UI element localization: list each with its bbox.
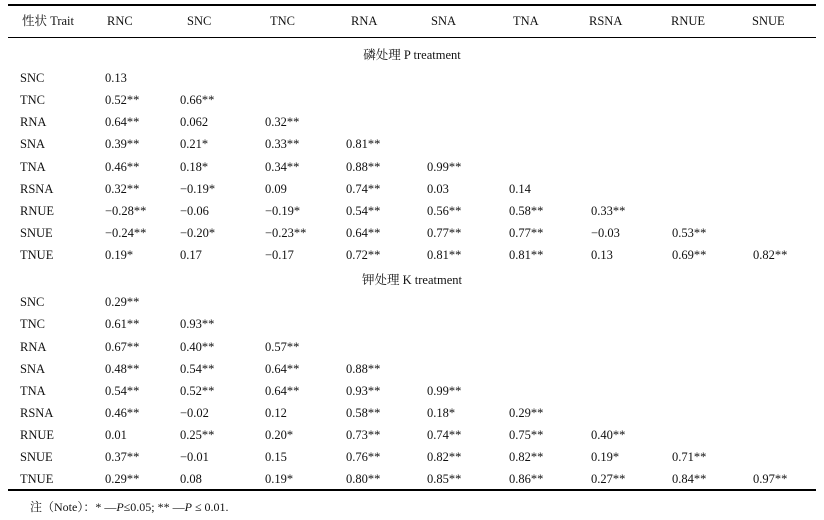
- table-cell: 0.81**: [509, 248, 544, 262]
- column-header: TNC: [270, 14, 295, 28]
- table-cell: 0.19*: [265, 472, 294, 486]
- table-cell: 0.09: [265, 182, 287, 196]
- table-cell: 0.58**: [509, 204, 544, 218]
- table-cell: 0.20*: [265, 428, 294, 442]
- table-cell: 0.88**: [346, 362, 381, 376]
- table-cell: −0.19*: [180, 182, 216, 196]
- table-cell: −0.20*: [180, 226, 216, 240]
- column-header: RSNA: [589, 14, 623, 28]
- table-cell: 0.88**: [346, 160, 381, 174]
- row-label: RNA: [20, 115, 47, 129]
- table-cell: 0.74**: [427, 428, 462, 442]
- table-cell: 0.73**: [346, 428, 381, 442]
- section-title: 钾处理 K treatment: [362, 273, 462, 287]
- table-cell: 0.52**: [105, 93, 140, 107]
- table-cell: 0.46**: [105, 406, 140, 420]
- table-cell: 0.69**: [672, 248, 707, 262]
- table-cell: 0.72**: [346, 248, 381, 262]
- table-cell: 0.18*: [427, 406, 456, 420]
- table-cell: 0.39**: [105, 137, 140, 151]
- column-header: RNUE: [671, 14, 706, 28]
- section-title: 磷处理 P treatment: [363, 48, 461, 62]
- table-cell: 0.58**: [346, 406, 381, 420]
- table-cell: 0.93**: [180, 317, 215, 331]
- table-cell: 0.53**: [672, 226, 707, 240]
- table-cell: 0.21*: [180, 137, 209, 151]
- row-label: RNUE: [20, 204, 55, 218]
- table-cell: 0.81**: [346, 137, 381, 151]
- table-top-rule: [8, 4, 816, 6]
- table-cell: 0.32**: [105, 182, 140, 196]
- table-cell: 0.14: [509, 182, 531, 196]
- row-label: SNA: [20, 362, 46, 376]
- table-cell: 0.33**: [591, 204, 626, 218]
- table-cell: 0.27**: [591, 472, 626, 486]
- table-cell: −0.28**: [105, 204, 147, 218]
- table-cell: 0.99**: [427, 160, 462, 174]
- table-cell: 0.56**: [427, 204, 462, 218]
- table-note: 注（Note）：* —P≤0.05; ** —P ≤ 0.01.: [30, 500, 229, 514]
- table-cell: 0.93**: [346, 384, 381, 398]
- row-label: TNC: [20, 317, 45, 331]
- table-cell: 0.66**: [180, 93, 215, 107]
- table-cell: 0.52**: [180, 384, 215, 398]
- row-label: RSNA: [20, 182, 54, 196]
- column-header: 性状 Trait: [22, 14, 74, 28]
- table-cell: 0.77**: [509, 226, 544, 240]
- table-cell: −0.01: [180, 450, 209, 464]
- row-label: RSNA: [20, 406, 54, 420]
- table-cell: 0.37**: [105, 450, 140, 464]
- table-cell: 0.64**: [265, 362, 300, 376]
- table-cell: −0.23**: [265, 226, 307, 240]
- row-label: SNUE: [20, 226, 53, 240]
- table-cell: 0.33**: [265, 137, 300, 151]
- table-cell: 0.85**: [427, 472, 462, 486]
- table-cell: 0.08: [180, 472, 202, 486]
- table-cell: 0.40**: [180, 340, 215, 354]
- table-cell: 0.67**: [105, 340, 140, 354]
- table-cell: 0.99**: [427, 384, 462, 398]
- table-cell: 0.29**: [105, 472, 140, 486]
- table-cell: 0.64**: [346, 226, 381, 240]
- header-rule: [8, 37, 816, 38]
- row-label: TNA: [20, 160, 46, 174]
- column-header: TNA: [513, 14, 539, 28]
- row-label: RNA: [20, 340, 47, 354]
- table-cell: −0.02: [180, 406, 209, 420]
- table-cell: 0.12: [265, 406, 287, 420]
- table-cell: 0.01: [105, 428, 127, 442]
- column-header: SNC: [187, 14, 212, 28]
- table-cell: 0.64**: [105, 115, 140, 129]
- table-cell: 0.062: [180, 115, 209, 129]
- table-cell: 0.34**: [265, 160, 300, 174]
- table-cell: 0.29**: [509, 406, 544, 420]
- table-cell: 0.54**: [346, 204, 381, 218]
- column-header: SNUE: [752, 14, 785, 28]
- table-cell: 0.82**: [427, 450, 462, 464]
- table-cell: 0.81**: [427, 248, 462, 262]
- row-label: TNUE: [20, 472, 54, 486]
- row-label: TNA: [20, 384, 46, 398]
- row-label: SNA: [20, 137, 46, 151]
- table-cell: 0.03: [427, 182, 449, 196]
- table-cell: −0.17: [265, 248, 294, 262]
- table-cell: −0.03: [591, 226, 620, 240]
- table-cell: 0.57**: [265, 340, 300, 354]
- table-cell: 0.13: [105, 71, 127, 85]
- table-cell: 0.17: [180, 248, 202, 262]
- table-cell: 0.82**: [509, 450, 544, 464]
- table-cell: 0.13: [591, 248, 613, 262]
- table-cell: 0.25**: [180, 428, 215, 442]
- table-cell: 0.82**: [753, 248, 788, 262]
- table-cell: 0.29**: [105, 295, 140, 309]
- column-header: RNA: [351, 14, 378, 28]
- row-label: SNC: [20, 295, 45, 309]
- table-cell: 0.74**: [346, 182, 381, 196]
- row-label: RNUE: [20, 428, 55, 442]
- table-cell: 0.61**: [105, 317, 140, 331]
- table-cell: 0.80**: [346, 472, 381, 486]
- table-cell: 0.64**: [265, 384, 300, 398]
- table-cell: 0.19*: [591, 450, 620, 464]
- table-cell: 0.54**: [105, 384, 140, 398]
- table-cell: −0.24**: [105, 226, 147, 240]
- row-label: TNC: [20, 93, 45, 107]
- column-header: RNC: [107, 14, 133, 28]
- table-cell: −0.06: [180, 204, 209, 218]
- table-cell: 0.77**: [427, 226, 462, 240]
- table-cell: 0.75**: [509, 428, 544, 442]
- table-cell: 0.97**: [753, 472, 788, 486]
- table-cell: 0.48**: [105, 362, 140, 376]
- row-label: SNC: [20, 71, 45, 85]
- table-cell: 0.15: [265, 450, 287, 464]
- row-label: TNUE: [20, 248, 54, 262]
- table-cell: 0.32**: [265, 115, 300, 129]
- table-cell: 0.84**: [672, 472, 707, 486]
- table-cell: 0.18*: [180, 160, 209, 174]
- table-cell: 0.76**: [346, 450, 381, 464]
- table-bottom-rule: [8, 489, 816, 491]
- table-cell: 0.54**: [180, 362, 215, 376]
- table-cell: 0.40**: [591, 428, 626, 442]
- column-header: SNA: [431, 14, 457, 28]
- row-label: SNUE: [20, 450, 53, 464]
- table-cell: −0.19*: [265, 204, 301, 218]
- table-cell: 0.71**: [672, 450, 707, 464]
- table-cell: 0.46**: [105, 160, 140, 174]
- table-cell: 0.86**: [509, 472, 544, 486]
- table-cell: 0.19*: [105, 248, 134, 262]
